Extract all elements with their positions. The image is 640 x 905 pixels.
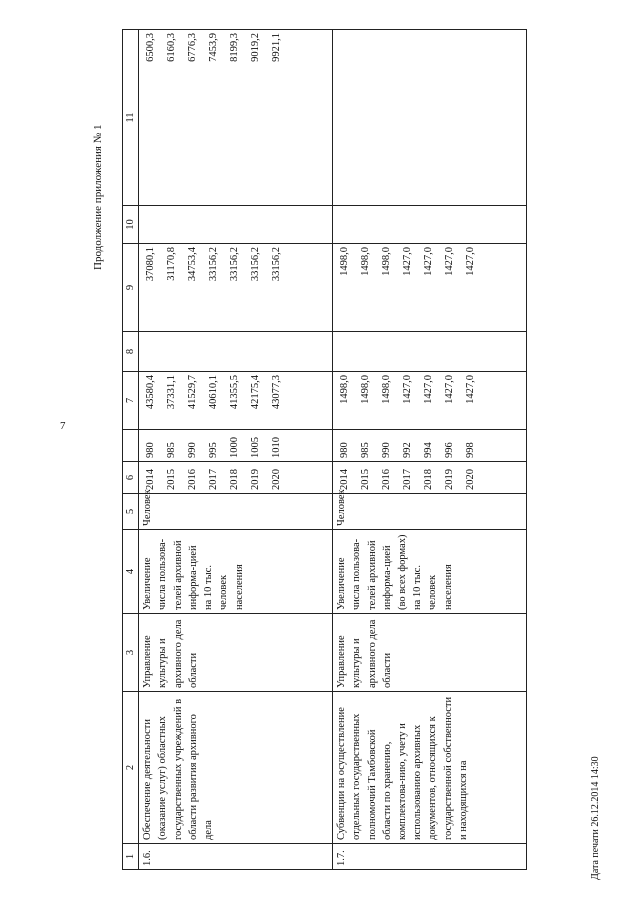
values-value: 1000	[229, 437, 241, 458]
col10-cell	[139, 206, 333, 244]
total-value: 42175,4	[250, 375, 262, 410]
col11-value	[418, 33, 439, 202]
header-cell: 3	[123, 614, 139, 692]
years-value: 2016	[381, 469, 393, 490]
col8-value	[439, 335, 460, 368]
col8-value	[224, 335, 245, 368]
years-value: 2017	[402, 469, 414, 490]
values-value: 1005	[250, 437, 262, 458]
header-cell: 4	[123, 530, 139, 614]
col11-value: 8199,3	[229, 33, 241, 62]
header-cell: 2	[123, 692, 139, 844]
col8-value	[355, 335, 376, 368]
values-value: 990	[381, 442, 393, 458]
col10-value	[460, 209, 481, 240]
col9-value: 37080,1	[145, 247, 157, 282]
col10-value	[397, 209, 418, 240]
values-value: 995	[208, 442, 220, 458]
activity-cell: Обеспечение деятельности (оказание услуг) областных государственных учреждений в области развития архивного дела	[139, 692, 333, 844]
col11-value: 6776,3	[187, 33, 199, 62]
total-value: 1427,0	[444, 375, 456, 404]
col11-value	[376, 33, 397, 202]
continuation-caption: Продолжение приложения № 1	[92, 124, 104, 270]
col10-value	[418, 209, 439, 240]
years-value: 2019	[444, 469, 456, 490]
values-cell	[139, 430, 333, 462]
col8-value	[203, 335, 224, 368]
years-value: 2020	[465, 469, 477, 490]
col8-value	[460, 335, 481, 368]
col11-cell	[139, 30, 333, 206]
col10-cell	[333, 206, 527, 244]
col8-value	[161, 335, 182, 368]
col9-cell	[139, 244, 333, 332]
years-cell	[333, 462, 527, 494]
col9-value: 33156,2	[208, 247, 220, 282]
col8-value	[245, 335, 266, 368]
values-cell	[333, 430, 527, 462]
header-cell: 11	[123, 30, 139, 206]
activity-cell: Субвенции на осуществление отдельных государственных полномочий Тамбовской области по хранению, комплектова-нию, учету и использованию архивных документов, относящихся к государственной собственности и находящихся на	[333, 692, 527, 844]
col11-value	[439, 33, 460, 202]
col10-value	[266, 209, 287, 240]
col11-value	[334, 33, 355, 202]
col9-cell	[333, 244, 527, 332]
table-row	[139, 30, 333, 870]
col9-value: 31170,8	[166, 247, 178, 281]
total-value: 43077,3	[271, 375, 283, 410]
col11-value	[460, 33, 481, 202]
col9-value: 1498,0	[381, 247, 393, 276]
years-value: 2019	[250, 469, 262, 490]
header-cell: 1	[123, 844, 139, 870]
total-cell	[139, 372, 333, 430]
table-row	[333, 30, 527, 870]
values-value: 980	[145, 442, 157, 458]
total-value: 1427,0	[402, 375, 414, 404]
header-cell: 6	[123, 462, 139, 494]
total-value: 1427,0	[465, 375, 477, 404]
col8-cell	[139, 332, 333, 372]
row-number-cell: 1.6.	[139, 844, 333, 870]
values-value: 996	[444, 442, 456, 458]
page-number: 7	[60, 420, 66, 432]
col9-value: 1427,0	[444, 247, 456, 276]
col11-value: 6160,3	[166, 33, 178, 62]
years-value: 2014	[145, 469, 157, 490]
col11-value	[355, 33, 376, 202]
values-value: 980	[339, 442, 351, 458]
rotated-table-wrapper	[122, 30, 527, 870]
total-value: 41355,5	[229, 375, 241, 410]
years-value: 2014	[339, 469, 351, 490]
col11-value: 6500,3	[145, 33, 157, 62]
row-number-cell: 1.7.	[333, 844, 527, 870]
program-table	[122, 29, 527, 870]
values-value: 985	[360, 442, 372, 458]
unit-cell: Человек	[333, 494, 527, 530]
years-value: 2015	[360, 469, 372, 490]
header-cell: 8	[123, 332, 139, 372]
values-value: 985	[166, 442, 178, 458]
years-value: 2015	[166, 469, 178, 490]
col9-value: 1498,0	[339, 247, 351, 276]
years-value: 2016	[187, 469, 199, 490]
header-cell: 10	[123, 206, 139, 244]
header-row	[123, 30, 139, 870]
total-value: 1498,0	[381, 375, 393, 404]
indicator-cell: Увеличение числа пользова-телей архивной информа-цией (во всех формах) на 10 тыс. человек населения	[333, 530, 527, 614]
years-value: 2018	[423, 469, 435, 490]
total-cell	[333, 372, 527, 430]
col8-value	[397, 335, 418, 368]
col9-value: 33156,2	[229, 247, 241, 282]
total-value: 40610,1	[208, 375, 220, 410]
col10-value	[334, 209, 355, 240]
unit-cell: Человек	[139, 494, 333, 530]
executor-cell: Управление культуры и архивного дела области	[139, 614, 333, 692]
col9-value: 33156,2	[271, 247, 283, 282]
col9-value: 1427,0	[465, 247, 477, 276]
col8-value	[418, 335, 439, 368]
values-value: 992	[402, 442, 414, 458]
col8-value	[182, 335, 203, 368]
values-value: 998	[465, 442, 477, 458]
col9-value: 33156,2	[250, 247, 262, 282]
col11-cell	[333, 30, 527, 206]
col8-value	[266, 335, 287, 368]
col10-value	[203, 209, 224, 240]
col9-value: 1427,0	[402, 247, 414, 276]
years-value: 2018	[229, 469, 241, 490]
col10-value	[245, 209, 266, 240]
total-value: 41529,7	[187, 375, 199, 410]
header-cell	[123, 430, 139, 462]
col10-value	[161, 209, 182, 240]
total-value: 1498,0	[360, 375, 372, 404]
total-value: 37331,1	[166, 375, 178, 410]
col8-cell	[333, 332, 527, 372]
total-value: 1427,0	[423, 375, 435, 404]
col9-value: 1498,0	[360, 247, 372, 276]
header-cell: 9	[123, 244, 139, 332]
indicator-cell: Увеличение числа пользова-телей архивной информа-цией на 10 тыс. человек населения	[139, 530, 333, 614]
col11-value: 9921,1	[271, 33, 283, 62]
col8-value	[140, 335, 161, 368]
years-cell	[139, 462, 333, 494]
print-date: Дата печати 26.12.2014 14:30	[590, 756, 601, 880]
values-value: 1010	[271, 437, 283, 458]
col10-value	[376, 209, 397, 240]
years-value: 2020	[271, 469, 283, 490]
years-value: 2017	[208, 469, 220, 490]
col10-value	[355, 209, 376, 240]
header-cell: 7	[123, 372, 139, 430]
total-value: 1498,0	[339, 375, 351, 404]
col9-value: 1427,0	[423, 247, 435, 276]
col11-value	[397, 33, 418, 202]
col11-value: 9019,2	[250, 33, 262, 62]
col10-value	[439, 209, 460, 240]
col9-value: 34753,4	[187, 247, 199, 282]
header-cell: 5	[123, 494, 139, 530]
col10-value	[224, 209, 245, 240]
col11-value: 7453,9	[208, 33, 220, 62]
values-value: 990	[187, 442, 199, 458]
executor-cell: Управление культуры и архивного дела области	[333, 614, 527, 692]
col10-value	[140, 209, 161, 240]
col10-value	[182, 209, 203, 240]
total-value: 43580,4	[145, 375, 157, 410]
col8-value	[376, 335, 397, 368]
col8-value	[334, 335, 355, 368]
values-value: 994	[423, 442, 435, 458]
